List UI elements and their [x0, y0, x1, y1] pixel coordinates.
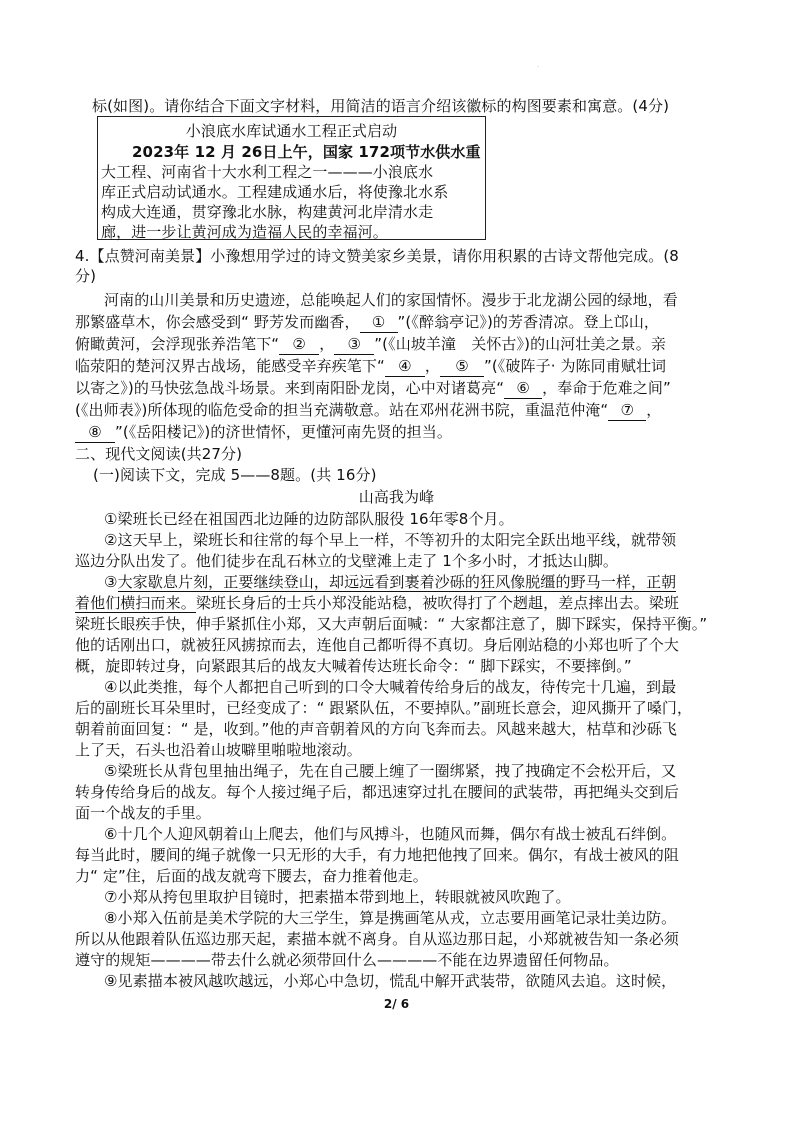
- box-title: 小浪底水库试通水工程正式启动: [185, 122, 398, 140]
- article-line-14: 转身传给身后的战友。每个人接过绳子后，都迅速穿过扎在腰间的武装带，再把绳头交到后: [75, 783, 680, 801]
- blank-4[interactable]: ④: [385, 356, 425, 377]
- text-segment: 俯瞰黄河，会浮现张养浩笔下“: [75, 335, 280, 353]
- text-segment: ，: [424, 357, 440, 375]
- blank-8[interactable]: ⑧: [75, 422, 115, 443]
- q4-para-line-5: [75, 378, 671, 399]
- box-line-2: 大工程、河南省十大水利工程之一———小浪底水: [101, 163, 434, 181]
- q4-line-1: 4.【点赞河南美景】小豫想用学过的诗文赞美家乡美景，请你用积累的古诗文帮他完成。(8: [75, 247, 679, 265]
- text-segment: ”(《破阵子· 为陈同甫赋壮词: [483, 357, 667, 375]
- article-line-20: ⑧小郑入伍前是美术学院的大三学生，算是携画笔从戎，立志要用画笔记录壮美边防。: [104, 909, 677, 927]
- article-line-4: [104, 572, 676, 592]
- text-segment: ，: [319, 335, 335, 353]
- blank-1[interactable]: ①: [360, 312, 398, 333]
- text-segment: (《出师表》)所体现的临危受命的担当充满敬意。站在邓州花洲书院，重温范仲淹“: [75, 401, 609, 419]
- underlined-sentence: 着他们横扫而来。: [75, 594, 196, 612]
- article-line-6: 梁班长眼疾手快，伸手紧抓住小郑，又大声朝后面喊：“ 大家都注意了，脚下踩实，保持平衡。”: [75, 615, 708, 633]
- article-line-12: 上了天，石头也沿着山坡噼里啪啦地滚动。: [75, 741, 362, 759]
- q4-para-line-1: 河南的山川美景和历史遗迹，总能唤起人们的家国情怀。漫步于北龙湖公园的绿地，看: [104, 291, 678, 309]
- intro-line: 标(如图)。请你结合下面文字材料，用简洁的语言介绍该徽标的构图要素和寓意。(4分): [92, 97, 670, 115]
- page-number: 2/ 6: [383, 997, 410, 1011]
- text-segment: ，奉命于危难之间”: [542, 379, 671, 397]
- underlined-sentence: 大家歇息片刻，正要继续登山，却远远看到裹着沙砾的狂风像脱缰的野马一样，正朝: [117, 573, 677, 591]
- text-segment: ”(《岳阳楼记》)的济世情怀，更懂河南先贤的担当。: [115, 423, 452, 441]
- box-line-4: 构成大连通，贯穿豫北水脉，构建黄河北岸清水走: [101, 203, 434, 221]
- blank-5[interactable]: ⑤: [440, 356, 484, 377]
- section-heading: 二、现代文阅读(共27分): [75, 445, 243, 463]
- article-line-7: 他的话刚出口，就被狂风掳掠而去，连他自己都听得不真切。身后刚站稳的小郑也听了个大: [75, 636, 680, 654]
- q4-para-line-3: [75, 334, 666, 355]
- article-line-13: ⑤梁班长从背包里抽出绳子，先在自己腰上缠了一圈绑紧，拽了拽确定不会松开后，又: [104, 762, 677, 780]
- section-subheading: (一)阅读下文，完成 5——8题。(共 16分): [93, 466, 377, 484]
- box-line-3: 库正式启动试通水。工程建成通水后，将使豫北水系: [101, 183, 449, 201]
- text-segment: 那繁盛草木，你会感受到“ 野芳发而幽香，: [75, 313, 360, 331]
- article-title: 山高我为峰: [358, 488, 435, 506]
- text-segment: ”(《醉翁亭记》)的芳香清凉。登上邙山，: [397, 313, 660, 331]
- q4-para-line-6: [75, 400, 661, 421]
- top-mark: ·: [537, 64, 539, 71]
- article-line-15: 面一个战友的手里。: [75, 804, 211, 822]
- text-segment: ，: [646, 401, 662, 419]
- text-segment: ③: [104, 573, 118, 591]
- article-line-21: 所以从他跟着队伍巡边那天起，素描本就不离身。自从巡边那日起，小郑就被告知一条必须: [75, 930, 680, 948]
- article-line-2: ②这天早上，梁班长和往常的每个早上一样，不等初升的太阳完全跃出地平线，就带领: [104, 531, 677, 549]
- article-line-19: ⑦小郑从挎包里取护目镜时，把素描本带到地上，转眼就被风吹跑了。: [104, 888, 571, 906]
- article-line-16: ⑥十几个人迎风朝着山上爬去，他们与风搏斗，也随风而舞，偶尔有战士被乱石绊倒。: [104, 825, 677, 843]
- article-line-23: ⑨见素描本被风越吹越远，小郑心中急切，慌乱中解开武装带，欲随风去追。这时候，: [104, 972, 677, 990]
- blank-7[interactable]: ⑦: [608, 400, 646, 421]
- box-line-5: 廊，进一步让黄河成为造福人民的幸福河。: [101, 223, 388, 241]
- article-line-18: 力“ 定”住，后面的战友就弯下腰去，奋力推着他走。: [75, 867, 428, 885]
- article-line-3: 巡边分队出发了。他们徒步在乱石林立的戈壁滩上走了 1个多小时，才抵达山脚。: [75, 552, 619, 570]
- text-segment: ”(《山坡羊潼 关怀古》)的山河壮美之景。亲: [374, 335, 666, 353]
- article-line-8: 概，旋即转过身，向紧跟其后的战友大喊着传达班长命令：“ 脚下踩实，不要摔倒。”: [75, 657, 632, 675]
- text-segment: 临荥阳的楚河汉界古战场，能感受辛弃疾笔下“: [75, 357, 385, 375]
- blank-3[interactable]: ③: [334, 334, 374, 355]
- article-line-17: 每当此时，腰间的绳子就像一只无形的大手，有力地把他拽了回来。偶尔，有战士被风的阻: [75, 846, 680, 864]
- article-line-11: 朝着前面回复：“ 是，收到。”他的声音朝着风的方向飞奔而去。风越来越大，枯草和沙砾飞: [75, 720, 678, 738]
- article-line-1: ①梁班长已经在祖国西北边陲的边防部队服役 16年零8个月。: [104, 510, 514, 528]
- article-line-5: [75, 593, 679, 613]
- q4-para-line-4: [75, 356, 666, 377]
- box-line-1: 2023年 12 月 26日上午，国家 172项节水供水重: [132, 143, 481, 161]
- q4-para-line-2: [75, 312, 659, 333]
- article-line-10: 后的副班长耳朵里时，已经变成了：“ 跟紧队伍，不要掉队。”副班长意会，迎风撕开了嗓门，: [75, 699, 693, 717]
- blank-6[interactable]: ⑥: [504, 378, 542, 399]
- q4-para-line-7: [75, 422, 452, 443]
- article-line-9: ④以此类推，每个人都把自己听到的口令大喊着传给身后的战友，待传完十几遍，到最: [104, 678, 677, 696]
- q4-line-2: 分): [75, 267, 97, 285]
- blank-2[interactable]: ②: [279, 334, 319, 355]
- text-segment: 梁班长身后的士兵小郑没能站稳，被吹得打了个趔趄，差点摔出去。梁班: [195, 594, 680, 612]
- text-segment: 以寄之》)的马快弦急战斗场景。来到南阳卧龙岗，心中对诸葛亮“: [75, 379, 505, 397]
- article-line-22: 遵守的规矩————带去什么就必须带回什么————不能在边界遗留任何物品。: [75, 951, 619, 969]
